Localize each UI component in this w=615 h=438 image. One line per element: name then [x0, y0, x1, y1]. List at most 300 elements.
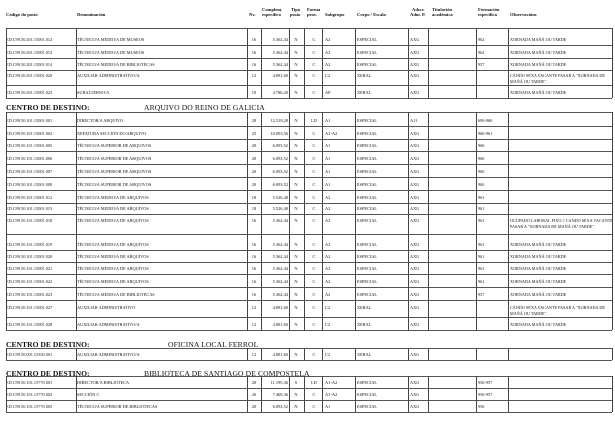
cell-form: 957 [478, 62, 485, 67]
cell-niv: 26 [251, 392, 257, 397]
cell-code: ED.C99.50.201.15001.014 [6, 62, 53, 67]
header-tipo-2: posto [290, 12, 301, 17]
cell-forma: C [312, 37, 316, 42]
cell-code: ED.C99.50.101.15001.013 [6, 206, 53, 211]
row-rule [6, 250, 612, 251]
column-rule [261, 348, 262, 360]
cell-sub: A1 [325, 118, 331, 123]
cell-niv: 28 [251, 380, 257, 385]
cell-corpo: XERAL [357, 322, 372, 327]
column-rule [355, 376, 356, 412]
cell-tipo: N [294, 62, 298, 67]
cell-forma: C [312, 131, 316, 136]
cell-form: 690-960 [478, 118, 493, 123]
cell-form: 956-957 [478, 392, 493, 397]
cell-code: ED.C99.50.201.15001.020 [6, 73, 53, 78]
cell-sub: A2 [325, 254, 331, 259]
cell-tipo: N [294, 279, 298, 284]
cell-sub: C2 [325, 73, 331, 78]
cell-den: SECCIÓN C [77, 392, 100, 397]
cell-code: ED.C99.50.101.15001.018 [6, 218, 53, 223]
group-top-rule [6, 376, 612, 377]
cell-comp: 6.093,52 [272, 143, 288, 148]
cell-den: TÉCNICO/A MEDIO/A DE ARQUIVOS [77, 206, 149, 211]
column-rule [612, 28, 613, 98]
cell-corpo: ESPECIAL [357, 292, 378, 297]
cell-comp: 5.362,44 [272, 254, 288, 259]
cell-corpo: ESPECIAL [357, 195, 378, 200]
cell-den: TÉCNICO/A MEDIO/A DE MUSEOS [77, 50, 145, 55]
cell-code: ED.C99.50.101.15001.027 [6, 305, 53, 310]
cell-forma: C [312, 266, 316, 271]
column-rule [261, 112, 262, 330]
cell-den: TÉCNICO/A MEDIO/A DE ARQUIVOS [77, 195, 149, 200]
cell-form: 956-957 [478, 380, 493, 385]
cell-tipo: N [294, 156, 298, 161]
row-rule [6, 151, 612, 152]
cell-sub: A1 [325, 156, 331, 161]
cell-form: 960-961 [478, 131, 493, 136]
cell-tipo: N [294, 182, 298, 187]
header-titulacion-2: académica [432, 12, 453, 17]
header-adscr-1: Adscr. [412, 7, 425, 12]
cell-code: ED.C99.50.201.15001.013 [6, 50, 53, 55]
cell-corpo: XERAL [357, 90, 372, 95]
cell-adscr: AXG [410, 50, 420, 55]
section-label: CENTRO DE DESTINO: [6, 340, 90, 349]
cell-sub: A2 [325, 266, 331, 271]
cell-sub: A2 [325, 279, 331, 284]
cell-code: ED.C99.50.101.15770.001 [6, 380, 53, 385]
cell-den: DIRECTOR/A BIBLIOTECA [77, 380, 130, 385]
cell-form: 960 [478, 169, 485, 174]
row-rule [6, 126, 612, 127]
cell-corpo: ESPECIAL [357, 404, 378, 409]
cell-adscr: AXG [410, 169, 420, 174]
header-codigo: Código do posto [6, 12, 38, 17]
cell-forma: C [312, 195, 316, 200]
cell-sub: A2 [325, 206, 331, 211]
cell-den: TÉCNICO/A MEDIO/A DE ARQUIVOS [77, 242, 149, 247]
cell-comp: 4.881,60 [272, 73, 288, 78]
cell-niv: 16 [251, 218, 257, 223]
header-corpo: Corpo / Escala [357, 12, 386, 17]
cell-forma: C [312, 292, 316, 297]
header-nivel: Nv. [249, 12, 256, 17]
cell-forma: C [312, 218, 316, 223]
header-adscr-2: Adm. P. [410, 12, 426, 17]
cell-sub: A1 [325, 169, 331, 174]
cell-comp: 5.526,48 [272, 195, 288, 200]
cell-code: ED.C99.50.101.15001.002 [6, 131, 53, 136]
row-rule [6, 58, 612, 59]
cell-code: ED.C99.50.101.15001.008 [6, 182, 53, 187]
cell-sub: C2 [325, 322, 331, 327]
cell-form: 961 [478, 206, 485, 211]
row-rule [6, 164, 612, 165]
cell-tipo: N [294, 143, 298, 148]
cell-tipo: N [294, 242, 298, 247]
cell-form: 956 [478, 404, 485, 409]
cell-adscr: AXG [410, 305, 420, 310]
cell-comp: 6.093,52 [272, 169, 288, 174]
cell-comp: 6.093,52 [272, 156, 288, 161]
column-rule [408, 112, 409, 330]
cell-comp: 5.362,44 [272, 50, 288, 55]
cell-comp: 4.881,60 [272, 322, 288, 327]
header-titulacion-1: Titulación [432, 7, 453, 12]
cell-den: TÉCNICO/A MEDIO/A DE ARQUIVOS [77, 279, 149, 284]
cell-adscr: AXG [410, 242, 420, 247]
cell-tipo: N [294, 131, 298, 136]
cell-forma: C [312, 156, 316, 161]
cell-forma: C [312, 352, 316, 357]
section-name: OFICINA LOCAL FERROL [168, 340, 259, 349]
cell-corpo: ESPECIAL [357, 218, 378, 223]
cell-adscr: AXG [410, 156, 420, 161]
column-rule [76, 112, 77, 330]
cell-corpo: ESPECIAL [357, 266, 378, 271]
row-rule [6, 388, 612, 389]
cell-corpo: ESPECIAL [357, 169, 378, 174]
column-rule [247, 28, 248, 98]
cell-tipo: N [294, 37, 298, 42]
cell-form: 960 [478, 143, 485, 148]
section-name: BIBLIOTECA DE SANTIAGO DE COMPOSTELA [144, 369, 310, 378]
cell-tipo: N [294, 352, 298, 357]
cell-tipo: N [294, 292, 298, 297]
cell-forma: C [312, 90, 316, 95]
cell-niv: 16 [251, 266, 257, 271]
cell-sub: A1-A2 [325, 380, 338, 385]
header-forma-2: prov. [307, 12, 317, 17]
cell-form: 961 [478, 218, 485, 223]
cell-form: 962 [478, 37, 485, 42]
cell-code: ED.C99.50.001.15350.001 [6, 352, 53, 357]
column-rule [261, 28, 262, 98]
column-rule [289, 376, 290, 412]
cell-comp: 5.362,44 [272, 62, 288, 67]
header-tipo-1: Tipo [291, 7, 301, 12]
column-rule [408, 376, 409, 412]
cell-niv: 16 [251, 254, 257, 259]
column-rule [476, 376, 477, 412]
cell-code: ED.C99.50.101.15001.020 [6, 254, 53, 259]
cell-den: DIRECTOR/A ARQUIVO [77, 118, 124, 123]
cell-sub: A2 [325, 242, 331, 247]
cell-den: SUBALTERNO/A [77, 90, 110, 95]
cell-comp: 6.093,52 [272, 182, 288, 187]
cell-forma: C [312, 50, 316, 55]
cell-den: TÉCNICO/A MEDIO/A DE MUSEOS [77, 37, 145, 42]
cell-corpo: ESPECIAL [357, 206, 378, 211]
cell-obs: XORNADA MAÑÁ OU TARDE [510, 90, 567, 95]
column-rule [428, 28, 429, 98]
column-rule [289, 28, 290, 98]
row-rule [6, 262, 612, 263]
cell-form: 962 [478, 50, 485, 55]
cell-comp: 5.362,44 [272, 37, 288, 42]
row-rule [6, 360, 612, 361]
column-rule [612, 348, 613, 360]
cell-niv: 16 [251, 37, 257, 42]
cell-corpo: XERAL [357, 73, 372, 78]
row-rule [6, 85, 612, 86]
cell-form: 961 [478, 266, 485, 271]
column-rule [428, 348, 429, 360]
cell-form: 961 [478, 279, 485, 284]
row-rule [6, 139, 612, 140]
row-rule [6, 412, 612, 413]
cell-adscr: AXG [410, 195, 420, 200]
cell-adscr: AXG [410, 404, 420, 409]
cell-tipo: N [294, 195, 298, 200]
column-rule [508, 348, 509, 360]
cell-form: 960 [478, 182, 485, 187]
column-rule [322, 348, 323, 360]
row-rule [6, 98, 612, 99]
cell-corpo: ESPECIAL [357, 254, 378, 259]
cell-adscr: AXG [410, 37, 420, 42]
cell-den: TÉCNICO/A MEDIO/A DE ARQUIVOS [77, 266, 149, 271]
cell-tipo: S [294, 380, 298, 385]
cell-adscr: AXG [410, 218, 420, 223]
column-rule [304, 376, 305, 412]
cell-adscr: AXG [410, 254, 420, 259]
group-top-rule [6, 348, 612, 349]
row-rule [6, 70, 612, 71]
cell-comp: 10.093,56 [270, 131, 288, 136]
cell-niv: 18 [251, 206, 257, 211]
cell-obs: XORNADA MAÑÁ OU TARDE [510, 322, 567, 327]
cell-sub: A2 [325, 292, 331, 297]
cell-comp: 6.093,52 [272, 404, 288, 409]
cell-forma: LD [311, 118, 317, 123]
row-rule [6, 177, 612, 178]
row-rule [6, 190, 612, 191]
group-top-rule [6, 28, 612, 29]
cell-adscr: AXG [410, 206, 420, 211]
column-rule [612, 376, 613, 412]
column-rule [508, 28, 509, 98]
cell-obs: XORNADA MAÑÁ OU TARDE [510, 62, 567, 67]
cell-forma: C [312, 404, 316, 409]
cell-comp: 11.195,36 [270, 380, 288, 385]
cell-corpo: ESPECIAL [357, 118, 378, 123]
cell-adscr: AXG [410, 266, 420, 271]
column-rule [428, 112, 429, 330]
column-rule [408, 348, 409, 360]
cell-den: AUXILIAR ADMINISTRATIVO/A [77, 322, 140, 327]
cell-comp: 4.786,20 [272, 90, 288, 95]
cell-niv: 25 [251, 131, 257, 136]
cell-sub: A2 [325, 37, 331, 42]
cell-den: XEFATURA SECCIÓN DO ARQUIVO [77, 131, 147, 136]
cell-niv: 16 [251, 279, 257, 284]
cell-tipo: N [294, 392, 298, 397]
cell-corpo: ESPECIAL [357, 50, 378, 55]
row-rule [6, 45, 612, 46]
column-rule [76, 376, 77, 412]
cell-den: TÉCNICO/A MEDIO/A DE ARQUIVOS [77, 254, 149, 259]
cell-code: ED.C99.50.101.15001.006 [6, 156, 53, 161]
cell-sub: C2 [325, 352, 331, 357]
cell-obs: XORNADA MAÑÁ OU TARDE [510, 254, 567, 259]
cell-niv: 12 [251, 73, 257, 78]
cell-niv: 10 [251, 90, 257, 95]
cell-forma: C [312, 254, 316, 259]
row-rule [6, 300, 612, 301]
cell-tipo: N [294, 73, 298, 78]
cell-adscr: AXG [410, 292, 420, 297]
column-rule [247, 376, 248, 412]
row-rule [6, 317, 612, 318]
cell-adscr: AXG [410, 352, 420, 357]
cell-comp: 7.469,36 [272, 392, 288, 397]
cell-comp: 5.526,48 [272, 206, 288, 211]
cell-forma: C [312, 279, 316, 284]
cell-forma: C [312, 305, 316, 310]
column-rule [355, 28, 356, 98]
header-formacion-1: Formación [478, 7, 500, 12]
cell-forma: C [312, 143, 316, 148]
column-rule [476, 348, 477, 360]
cell-adscr: AXG [410, 182, 420, 187]
cell-code: ED.C99.50.101.15001.001 [6, 118, 53, 123]
cell-adscr: A11 [410, 118, 418, 123]
cell-niv: 12 [251, 322, 257, 327]
cell-sub: A2 [325, 195, 331, 200]
cell-corpo: ESPECIAL [357, 392, 378, 397]
cell-corpo: XERAL [357, 305, 372, 310]
section-label: CENTRO DE DESTINO: [6, 103, 90, 112]
cell-sub: AP [325, 90, 331, 95]
cell-den: AUXILIAR ADMINISTRATIVO [77, 305, 136, 310]
column-rule [6, 112, 7, 330]
cell-den: TÉCNICO/A MEDIO/A DE BIBLIOTECAS [77, 292, 155, 297]
column-rule [322, 376, 323, 412]
cell-niv: 12 [251, 305, 257, 310]
cell-adscr: AXG [410, 380, 420, 385]
group-top-rule [6, 112, 612, 113]
row-rule [6, 287, 612, 288]
cell-den: TÉCNICO/A SUPERIOR DE ARQUIVOS [77, 182, 152, 187]
header-observacions: Observacións [510, 12, 537, 17]
cell-comp: 5.362,44 [272, 292, 288, 297]
cell-adscr: AXG [410, 73, 420, 78]
column-rule [247, 112, 248, 330]
cell-obs: XORNADA MAÑÁ OU TARDE [510, 242, 567, 247]
cell-obs: XORNADA MAÑÁ OU TARDE [510, 50, 567, 55]
header-complem-2: específico [262, 12, 281, 17]
cell-comp: 5.362,44 [272, 279, 288, 284]
column-rule [247, 348, 248, 360]
cell-comp: 5.362,44 [272, 218, 288, 223]
cell-tipo: N [294, 305, 298, 310]
cell-tipo: N [294, 404, 298, 409]
column-rule [355, 348, 356, 360]
cell-code: ED.C99.50.101.15001.005 [6, 143, 53, 148]
cell-sub: C2 [325, 305, 331, 310]
cell-form: 961 [478, 254, 485, 259]
cell-den: TÉCNICO/A MEDIO/A DE ARQUIVOS [77, 218, 149, 223]
cell-den: AUXILIAR ADMINISTRATIVO/A [77, 73, 140, 78]
cell-tipo: N [294, 266, 298, 271]
cell-sub: A2 [325, 50, 331, 55]
cell-forma: C [312, 322, 316, 327]
cell-comp: 12.518,28 [270, 118, 288, 123]
cell-corpo: ESPECIAL [357, 182, 378, 187]
column-rule [508, 112, 509, 330]
cell-niv: 16 [251, 242, 257, 247]
cell-corpo: ESPECIAL [357, 62, 378, 67]
header-formacion-2: específica [478, 12, 497, 17]
column-rule [6, 376, 7, 412]
row-rule [6, 234, 612, 235]
column-rule [322, 112, 323, 330]
cell-niv: 20 [251, 143, 257, 148]
column-rule [76, 348, 77, 360]
column-rule [304, 348, 305, 360]
cell-sub: A2 [325, 218, 331, 223]
cell-sub: A2 [325, 62, 331, 67]
cell-forma: C [312, 73, 316, 78]
cell-corpo: ESPECIAL [357, 242, 378, 247]
cell-code: ED.C99.50.101.15001.023 [6, 292, 53, 297]
cell-tipo: N [294, 218, 298, 223]
cell-forma: LD [311, 380, 317, 385]
cell-obs: CANDO SEXA VACANTE PASAR A "XORNADA DE MAÑÁ OU TARDE". [510, 305, 605, 316]
cell-form: 961 [478, 242, 485, 247]
column-rule [304, 112, 305, 330]
cell-niv: 28 [251, 118, 257, 123]
cell-corpo: ESPECIAL [357, 37, 378, 42]
column-rule [289, 112, 290, 330]
cell-den: TÉCNICO/A SUPERIOR DE BIBLIOTECAS [77, 404, 158, 409]
column-rule [612, 112, 613, 330]
cell-corpo: ESPECIAL [357, 143, 378, 148]
header-complem-1: Complem. [262, 7, 283, 12]
cell-niv: 16 [251, 292, 257, 297]
cell-sub: A1 [325, 182, 331, 187]
column-rule [428, 376, 429, 412]
cell-code: ED.C99.50.101.15001.012 [6, 195, 53, 200]
cell-niv: 20 [251, 182, 257, 187]
row-rule [6, 274, 612, 275]
cell-niv: 20 [251, 404, 257, 409]
cell-sub: A1-A2 [325, 392, 338, 397]
column-rule [322, 28, 323, 98]
cell-sub: A1 [325, 404, 331, 409]
cell-sub: A1-A2 [325, 131, 338, 136]
cell-code: ED.C99.50.101.15001.028 [6, 322, 53, 327]
cell-tipo: N [294, 206, 298, 211]
cell-code: ED.C99.50.101.15001.007 [6, 169, 53, 174]
column-rule [355, 112, 356, 330]
cell-code: ED.C99.50.101.15770.002 [6, 392, 53, 397]
cell-forma: C [312, 169, 316, 174]
cell-corpo: ESPECIAL [357, 279, 378, 284]
column-rule [476, 28, 477, 98]
cell-niv: 20 [251, 169, 257, 174]
cell-tipo: N [294, 90, 298, 95]
row-rule [6, 330, 612, 331]
cell-code: ED.C99.50.101.15770.005 [6, 404, 53, 409]
column-rule [6, 28, 7, 98]
cell-code: ED.C99.50.201.15001.023 [6, 90, 53, 95]
cell-obs: XORNADA MAÑÁ OU TARDE [510, 37, 567, 42]
cell-code: ED.C99.50.101.15001.022 [6, 279, 53, 284]
